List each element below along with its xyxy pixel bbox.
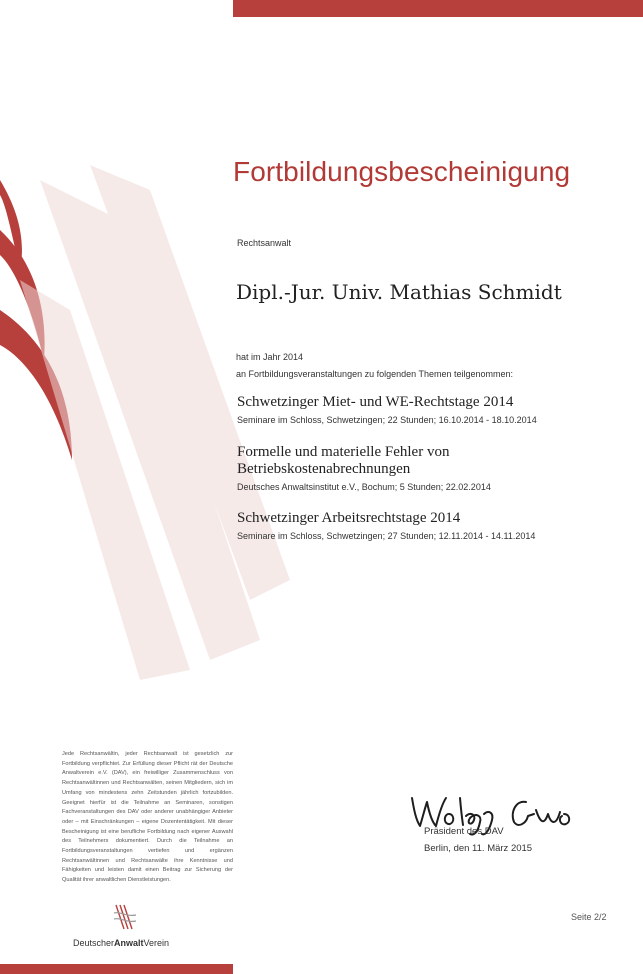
organization-name: [73, 938, 169, 948]
top-accent-bar: [233, 0, 643, 17]
recipient-role: Rechtsanwalt: [237, 238, 292, 248]
course-entry: [237, 510, 617, 541]
course-entry: [237, 444, 491, 492]
course-title: Schwetzinger Arbeitsrechtstage 2014: [237, 510, 461, 526]
organization-name-prefix: Deutscher: [73, 938, 115, 948]
organization-name-suffix: Verein: [143, 938, 170, 948]
organization-name-bold: Anwalt: [114, 938, 144, 948]
president-label: Präsident des DAV: [424, 826, 504, 837]
course-detail: Deutsches Anwaltsinstitut e.V., Bochum; 5 Stunden; 22.02.2014: [237, 482, 491, 492]
intro-line: an Fortbildungsveranstaltungen zu folgenden Themen teilgenommen:: [236, 369, 514, 379]
course-detail: Seminare im Schloss, Schwetzingen; 27 Stunden; 12.11.2014 - 14.11.2014: [237, 531, 536, 541]
certificate-title: Fortbildungsbescheinigung: [233, 156, 571, 187]
dav-logo-icon: [110, 903, 140, 931]
legal-footnote: Jede Rechtsanwältin, jeder Rechtsanwalt ist gesetzlich zur Fortbildung verpflichtet. Zur Erfüllung dieser Pflicht rät der Deutsche Anwaltverein e.V. (DAV), ein freiwilliger Zusammenschluss von Rechtsanwältinnen und Rechtsanwälten, seinen Mitgliedern, sich im Umfang von mindestens zehn Zeitstunden jährlich fortzubilden. Geeignet hierfür ist die Teilnahme an Seminaren, sonstigen Fachveranstaltungen des DAV oder anderer unabhängiger Anbieter oder – mit Einschränkungen – eigene Dozententätigkeit. Mit dieser Bescheinigung ist eine berufliche Fortbildung nach eigener Auswahl des Teilnehmers dokumentiert. Durch die Teilnahme an Fortbildungsveranstaltungen vertiefen und ergänzen Rechtsanwältinnen und Rechtsanwälte ihre Kenntnisse und Fähigkeiten und leisten damit einen Beitrag zur Sicherung der Qualität ihrer anwaltlichen Dienstleistungen.: [62, 751, 233, 884]
course-entry: [237, 394, 617, 425]
place-date: Berlin, den 11. März 2015: [424, 843, 533, 854]
course-title: Formelle und materielle Fehler von Betriebskostenabrechnungen: [237, 444, 450, 477]
page-number: Seite 2/2: [571, 912, 607, 922]
year-line: hat im Jahr 2014: [236, 352, 304, 362]
course-title: Schwetzinger Miet- und WE-Rechtstage 2014: [237, 394, 514, 410]
bottom-accent-bar: [0, 964, 233, 974]
course-detail: Seminare im Schloss, Schwetzingen; 22 Stunden; 16.10.2014 - 18.10.2014: [237, 415, 537, 425]
recipient-name: Dipl.-Jur. Univ. Mathias Schmidt: [236, 280, 562, 304]
